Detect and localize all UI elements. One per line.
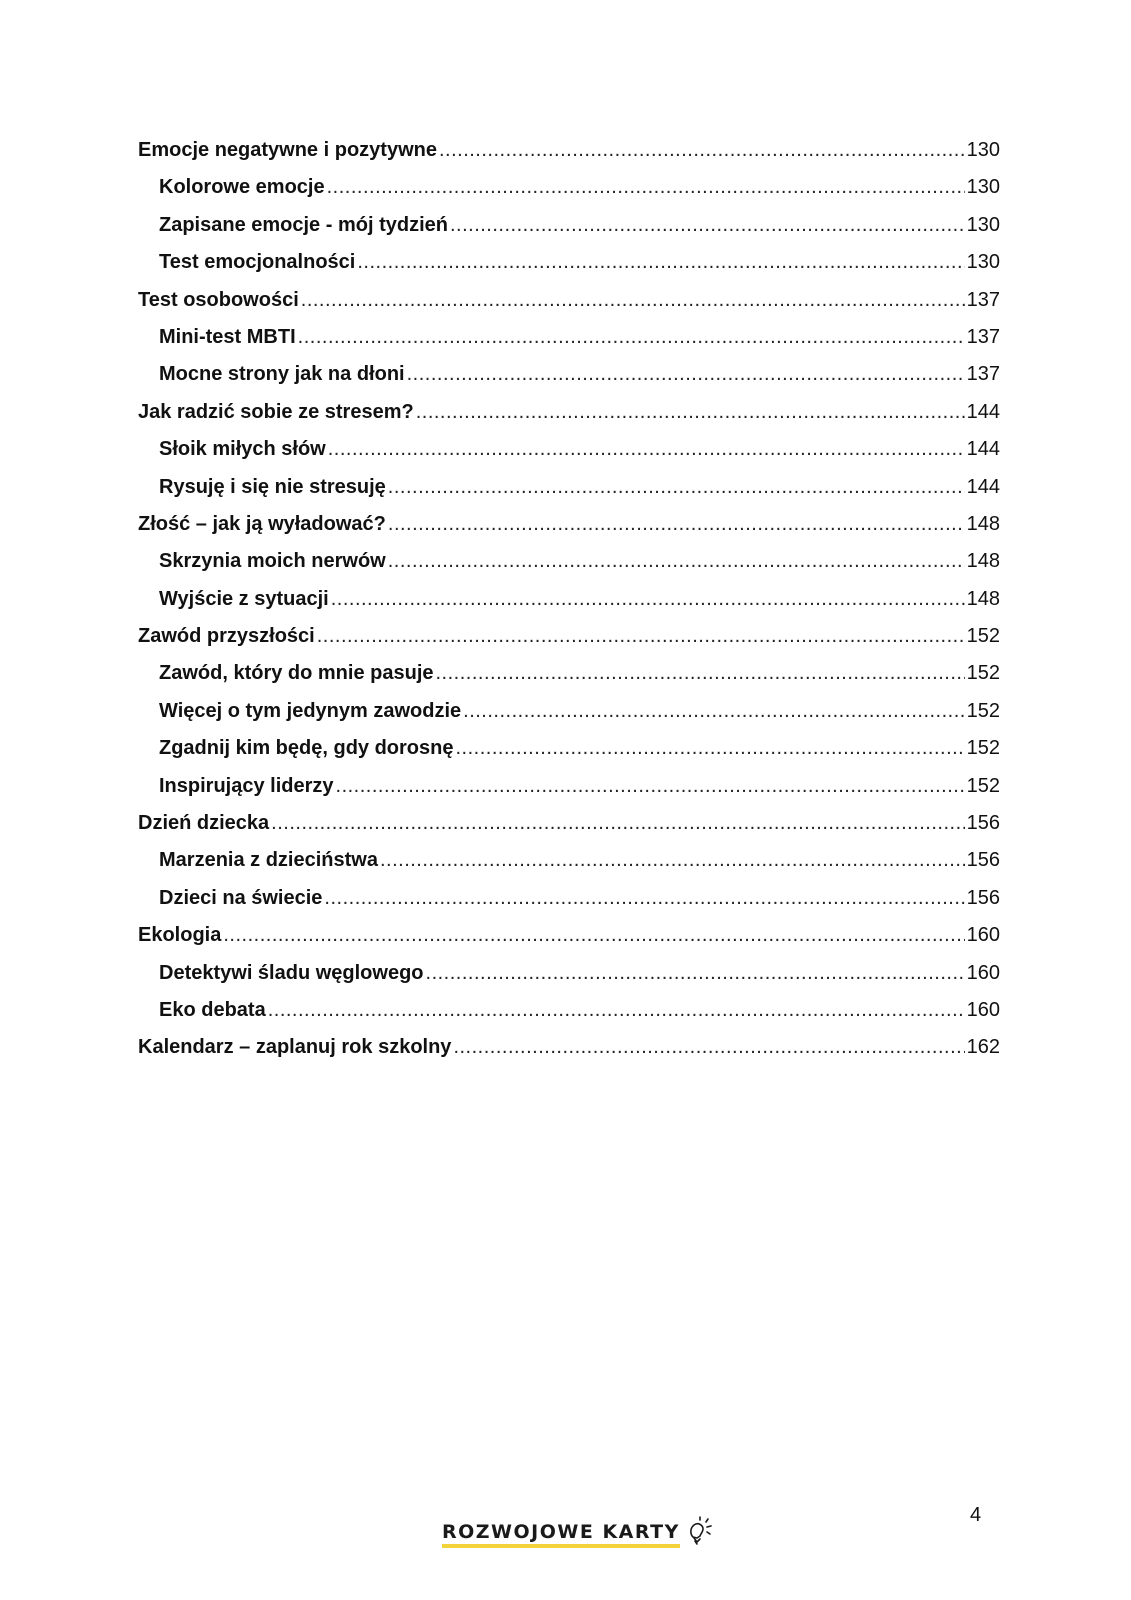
toc-entry[interactable]: [138, 132, 1000, 169]
toc-entry-page: 156: [966, 886, 1000, 909]
toc-entry-page: 152: [966, 737, 1000, 760]
toc-entry[interactable]: [138, 618, 1000, 655]
toc-entry-page: 156: [966, 812, 1000, 835]
toc-dot-leader: [317, 618, 965, 655]
toc-dot-leader: [436, 655, 965, 692]
toc-dot-leader: [388, 469, 965, 506]
lightbulb-icon: [684, 1516, 712, 1546]
toc-entry-page: 130: [966, 176, 1000, 199]
toc-entry[interactable]: [138, 282, 1000, 319]
toc-entry-title: Detektywi śladu węglowego: [159, 961, 424, 984]
toc-entry[interactable]: [138, 992, 1000, 1029]
toc-dot-leader: [324, 880, 964, 917]
toc-dot-leader: [453, 1029, 964, 1066]
toc-dot-leader: [268, 992, 965, 1029]
toc-entry[interactable]: [138, 506, 1000, 543]
toc-entry-page: 137: [966, 288, 1000, 311]
toc-dot-leader: [388, 543, 965, 580]
toc-dot-leader: [223, 917, 964, 954]
toc-dot-leader: [327, 169, 965, 206]
page-number: 4: [970, 1504, 982, 1526]
toc-dot-leader: [357, 244, 964, 281]
toc-entry-page: 137: [966, 325, 1000, 348]
toc-entry[interactable]: [138, 319, 1000, 356]
toc-entry-page: 148: [966, 550, 1000, 573]
toc-entry-title: Rysuję i się nie stresuję: [159, 475, 386, 498]
toc-entry-title: Więcej o tym jedynym zawodzie: [159, 699, 462, 722]
toc-entry-page: 152: [966, 662, 1000, 685]
toc-entry[interactable]: [138, 917, 1000, 954]
toc-entry[interactable]: [138, 169, 1000, 206]
toc-dot-leader: [463, 693, 964, 730]
toc-dot-leader: [455, 730, 964, 767]
toc-entry[interactable]: [138, 768, 1000, 805]
toc-dot-leader: [301, 282, 965, 319]
toc-dot-leader: [407, 356, 965, 393]
toc-entry-page: 130: [966, 251, 1000, 274]
toc-dot-leader: [380, 842, 965, 879]
toc-entry-title: Mocne strony jak na dłoni: [159, 363, 405, 386]
toc-entry-page: 160: [966, 961, 1000, 984]
toc-entry-page: 160: [966, 924, 1000, 947]
toc-entry-title: Złość – jak ją wyładować?: [138, 512, 386, 535]
toc-entry[interactable]: [138, 431, 1000, 468]
toc-entry-title: Wyjście z sytuacji: [159, 587, 329, 610]
toc-dot-leader: [426, 955, 965, 992]
toc-entry[interactable]: [138, 581, 1000, 618]
toc-dot-leader: [439, 132, 965, 169]
toc-entry-title: Test emocjonalności: [159, 251, 356, 274]
toc-entry-page: 152: [966, 625, 1000, 648]
toc-entry-title: Zawód przyszłości: [138, 625, 315, 648]
table-of-contents: [138, 132, 1000, 1067]
toc-entry[interactable]: [138, 655, 1000, 692]
toc-entry-title: Dzieci na świecie: [159, 886, 323, 909]
toc-entry-page: 144: [966, 400, 1000, 423]
brand-logo-text: [442, 1520, 680, 1546]
toc-entry-title: Zapisane emocje - mój tydzień: [159, 213, 448, 236]
toc-entry-title: Eko debata: [159, 998, 266, 1021]
toc-entry[interactable]: [138, 469, 1000, 506]
toc-entry[interactable]: [138, 693, 1000, 730]
toc-entry-page: 130: [966, 139, 1000, 161]
toc-dot-leader: [298, 319, 965, 356]
toc-entry-title: Skrzynia moich nerwów: [159, 550, 386, 573]
toc-entry[interactable]: [138, 730, 1000, 767]
toc-dot-leader: [336, 768, 965, 805]
toc-entry[interactable]: [138, 1029, 1000, 1066]
toc-entry-title: Ekologia: [138, 924, 222, 947]
toc-entry-title: Kolorowe emocje: [159, 176, 325, 199]
toc-dot-leader: [450, 207, 965, 244]
toc-dot-leader: [388, 506, 965, 543]
toc-entry[interactable]: [138, 394, 1000, 431]
toc-entry-title: Inspirujący liderzy: [159, 774, 334, 797]
toc-dot-leader: [331, 581, 965, 618]
toc-dot-leader: [416, 394, 965, 431]
toc-entry-title: Zawód, który do mnie pasuje: [159, 662, 434, 685]
toc-entry-page: 160: [966, 998, 1000, 1021]
toc-entry[interactable]: [138, 805, 1000, 842]
toc-entry[interactable]: [138, 207, 1000, 244]
toc-entry-title: Dzień dziecka: [138, 812, 270, 835]
toc-dot-leader: [328, 431, 965, 468]
toc-entry-title: Mini-test MBTI: [159, 325, 296, 348]
toc-entry-page: 162: [966, 1036, 1000, 1059]
toc-entry-page: 137: [966, 363, 1000, 386]
toc-entry-page: 148: [966, 512, 1000, 535]
toc-entry-page: 148: [966, 587, 1000, 610]
toc-entry-page: 152: [966, 699, 1000, 722]
toc-entry-title: Kalendarz – zaplanuj rok szkolny: [138, 1036, 452, 1059]
toc-entry-title: Marzenia z dzieciństwa: [159, 849, 378, 872]
toc-entry-page: 130: [966, 213, 1000, 236]
toc-entry[interactable]: [138, 842, 1000, 879]
toc-entry-title: Zgadnij kim będę, gdy dorosnę: [159, 737, 454, 760]
toc-entry-page: 144: [966, 475, 1000, 498]
toc-entry-page: 144: [966, 438, 1000, 461]
brand-logo: [442, 1516, 712, 1546]
toc-entry[interactable]: [138, 356, 1000, 393]
toc-entry[interactable]: [138, 955, 1000, 992]
toc-entry-title: Jak radzić sobie ze stresem?: [138, 400, 414, 423]
toc-entry[interactable]: [138, 244, 1000, 281]
toc-entry[interactable]: [138, 880, 1000, 917]
toc-dot-leader: [271, 805, 964, 842]
toc-entry[interactable]: [138, 543, 1000, 580]
toc-entry-title: Emocje negatywne i pozytywne: [138, 139, 437, 161]
toc-entry-page: 152: [966, 774, 1000, 797]
brand-logo-label: ROZWOJOWE KARTY: [442, 1521, 680, 1543]
brand-logo-underline: [442, 1544, 680, 1548]
toc-entry-title: Test osobowości: [138, 288, 299, 311]
toc-entry-page: 156: [966, 849, 1000, 872]
toc-entry-title: Słoik miłych słów: [159, 438, 326, 461]
